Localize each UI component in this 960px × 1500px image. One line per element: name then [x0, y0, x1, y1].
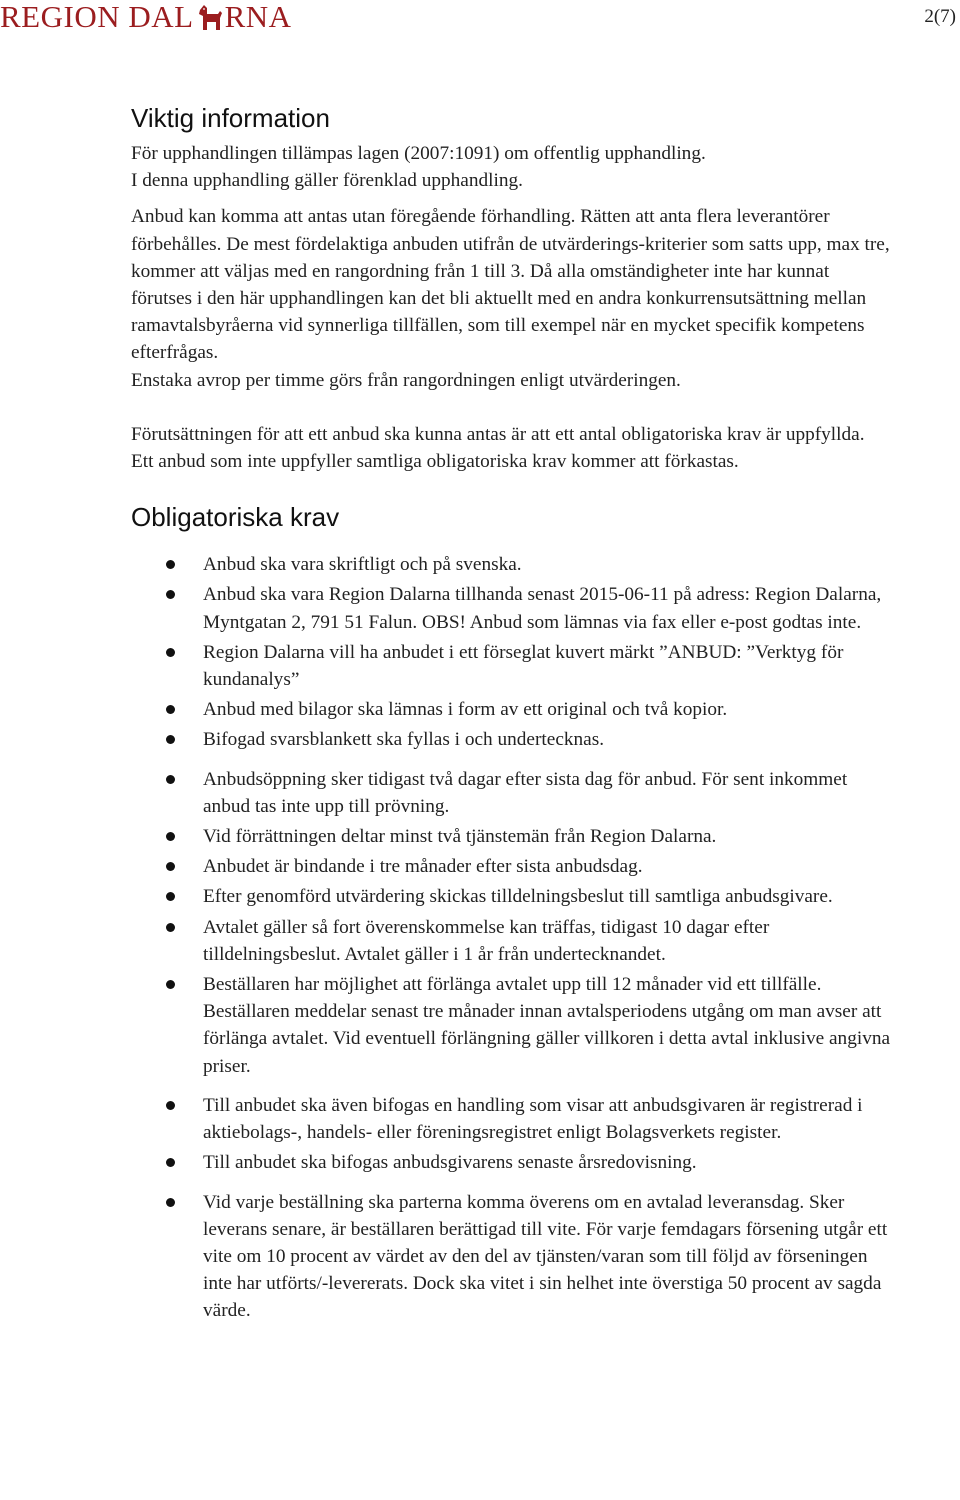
list-item: Bifogad svarsblankett ska fyllas i och undertecknas. [203, 726, 891, 753]
bullet-icon [166, 832, 175, 841]
list-item: Anbudsöppning sker tidigast två dagar efter sista dag för anbud. För sent inkommet anbud tas inte upp till prövning. [203, 766, 891, 820]
bullet-icon [166, 1158, 175, 1167]
list-item: Vid varje beställning ska parterna komma överens om en avtalad leveransdag. Sker leverans senare, är beställaren berättigad till vite. För varje femdagars försening utgår ett vite om 10 procent av värdet av den del av tjänsten/varan som till följd av förseningen inte har utförts/-levererats. Dock ska vitet i sin helhet inte överstiga 50 procent av sagda värde. [203, 1189, 891, 1325]
bullet-icon [166, 648, 175, 657]
section-title-obligatoriska-krav: Obligatoriska krav [131, 502, 340, 533]
paragraph-call-off: Enstaka avrop per timme görs från rangordningen enligt utvärderingen. [131, 369, 681, 391]
list-item: Region Dalarna vill ha anbudet i ett förseglat kuvert märkt ”ANBUD: ”Verktyg för kundanalys” [203, 639, 891, 693]
bullet-icon [166, 560, 175, 569]
dala-horse-icon [196, 2, 224, 32]
logo-text-right: RNA [224, 0, 292, 34]
list-item: Till anbudet ska även bifogas en handling som visar att anbudsgivaren är registrerad i aktiebolags-, handels- eller föreningsregistret enligt Bolagsverkets register. [203, 1092, 891, 1146]
bullet-icon [166, 892, 175, 901]
bullet-icon [166, 775, 175, 784]
bullet-icon [166, 1101, 175, 1110]
region-dalarna-logo [0, 0, 292, 34]
bullet-icon [166, 735, 175, 744]
list-item: Anbud ska vara skriftligt och på svenska. [203, 551, 891, 578]
bullet-icon [166, 923, 175, 932]
requirements-list [203, 551, 891, 1324]
list-item: Avtalet gäller så fort överenskommelse kan träffas, tidigast 10 dagar efter tilldelningsbeslut. Avtalet gäller i 1 år från undertecknandet. [203, 914, 891, 968]
bullet-icon [166, 590, 175, 599]
page-number: 2(7) [924, 6, 956, 27]
paragraph-requirements-condition: Förutsättningen för att ett anbud ska kunna antas är att ett antal obligatoriska krav är uppfyllda. Ett anbud som inte uppfyller samtliga obligatoriska krav kommer att förkastas. [131, 423, 865, 473]
bullet-icon [166, 1198, 175, 1207]
bullet-icon [166, 980, 175, 989]
list-item: Vid förrättningen deltar minst två tjänstemän från Region Dalarna. [203, 823, 891, 850]
paragraph-tender-acceptance: Anbud kan komma att antas utan föregående förhandling. Rätten att anta flera leverantörer förbehålles. De mest fördelaktiga anbuden utifrån de utvärderings-kriterier som satts upp, max tre, kommer att väljas med en rangordning från 1 till 3. Då alla omständigheter inte har kunnat förutses i den här upphandlingen kan det bli aktuellt med en andra konkurrensutsättning mellan ramavtalsbyråerna vid synnerliga tillfällen, som till exempel när en mycket specifik kompetens efterfrågas. [131, 206, 890, 364]
bullet-icon [166, 705, 175, 714]
list-item: Anbud ska vara Region Dalarna tillhanda senast 2015-06-11 på adress: Region Dalarna, Myntgatan 2, 791 51 Falun. OBS! Anbud som lämnas via fax eller e-post godtas inte. [203, 581, 891, 635]
list-item: Beställaren har möjlighet att förlänga avtalet upp till 12 månader vid ett tillfälle. Beställaren meddelar senast tre månader innan avtalsperiodens utgång om man avser att förlänga avtalet. Vid eventuell förlängning gäller villkoren i detta avtal inklusive angivna priser. [203, 971, 891, 1080]
logo-text-left: REGION DAL [0, 0, 194, 34]
list-item: Till anbudet ska bifogas anbudsgivarens senaste årsredovisning. [203, 1149, 891, 1176]
intro-line-simplified: I denna upphandling gäller förenklad upphandling. [131, 170, 523, 192]
list-item: Efter genomförd utvärdering skickas tilldelningsbeslut till samtliga anbudsgivare. [203, 883, 891, 910]
section-title-viktig-information: Viktig information [131, 103, 330, 133]
intro-line-law: För upphandlingen tillämpas lagen (2007:1091) om offentlig upphandling. [131, 143, 706, 164]
list-item: Anbudet är bindande i tre månader efter sista anbudsdag. [203, 853, 891, 880]
bullet-icon [166, 862, 175, 871]
list-item: Anbud med bilagor ska lämnas i form av ett original och två kopior. [203, 696, 891, 723]
document-body [131, 100, 891, 1328]
